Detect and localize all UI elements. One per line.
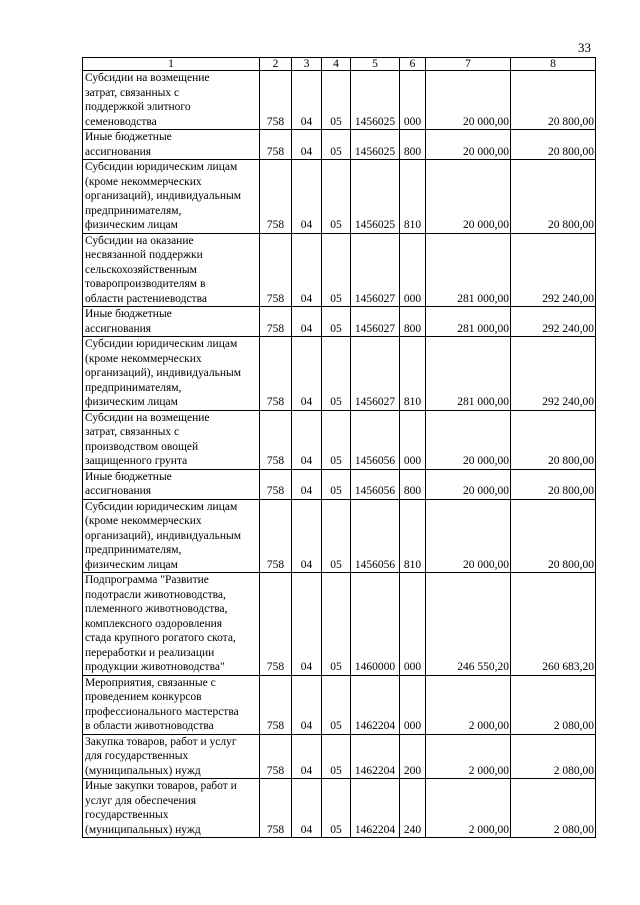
subsection-code: 05	[322, 337, 351, 411]
target-article-code: 1460000	[351, 573, 400, 676]
header-cell: 5	[351, 58, 400, 71]
expense-type-code: 200	[400, 734, 426, 779]
subsection-code: 05	[322, 233, 351, 307]
target-article-code: 1456027	[351, 233, 400, 307]
table-row	[83, 734, 596, 779]
section-code: 04	[292, 337, 322, 411]
amount-year-1: 20 000,00	[426, 499, 511, 573]
amount-year-2: 292 240,00	[511, 307, 596, 337]
ministry-code: 758	[260, 675, 292, 734]
table-row	[83, 469, 596, 499]
target-article-code: 1462204	[351, 675, 400, 734]
ministry-code: 758	[260, 307, 292, 337]
target-article-code: 1456025	[351, 160, 400, 234]
ministry-code: 758	[260, 233, 292, 307]
item-description: Субсидии на возмещение затрат, связанных с поддержкой элитного семеноводства	[83, 71, 260, 130]
expense-type-code: 810	[400, 499, 426, 573]
expense-type-code: 000	[400, 675, 426, 734]
amount-year-2: 2 080,00	[511, 779, 596, 838]
amount-year-1: 20 000,00	[426, 130, 511, 160]
amount-year-1: 2 000,00	[426, 675, 511, 734]
target-article-code: 1456027	[351, 337, 400, 411]
expense-type-code: 800	[400, 469, 426, 499]
amount-year-2: 2 080,00	[511, 675, 596, 734]
amount-year-1: 281 000,00	[426, 233, 511, 307]
header-cell: 8	[511, 58, 596, 71]
header-cell: 1	[83, 58, 260, 71]
table-row	[83, 337, 596, 411]
subsection-code: 05	[322, 307, 351, 337]
ministry-code: 758	[260, 71, 292, 130]
amount-year-2: 292 240,00	[511, 337, 596, 411]
expense-type-code: 800	[400, 307, 426, 337]
table-row	[83, 130, 596, 160]
subsection-code: 05	[322, 160, 351, 234]
header-cell: 4	[322, 58, 351, 71]
section-code: 04	[292, 410, 322, 469]
ministry-code: 758	[260, 499, 292, 573]
expense-type-code: 000	[400, 410, 426, 469]
subsection-code: 05	[322, 469, 351, 499]
expense-type-code: 000	[400, 71, 426, 130]
table-row	[83, 779, 596, 838]
subsection-code: 05	[322, 675, 351, 734]
item-description: Подпрограмма "Развитие подотрасли животноводства, племенного животноводства, комплексного оздоровления стада крупного рогатого скота, переработки и реализации продукции животноводства"	[83, 573, 260, 676]
table-row	[83, 573, 596, 676]
page-number: 33	[578, 40, 591, 55]
item-description: Субсидии юридическим лицам (кроме некоммерческих организаций), индивидуальным предпринимателям, физическим лицам	[83, 160, 260, 234]
item-description: Иные бюджетные ассигнования	[83, 469, 260, 499]
item-description: Иные закупки товаров, работ и услуг для обеспечения государственных (муниципальных) нужд	[83, 779, 260, 838]
ministry-code: 758	[260, 130, 292, 160]
subsection-code: 05	[322, 130, 351, 160]
expense-type-code: 000	[400, 233, 426, 307]
ministry-code: 758	[260, 573, 292, 676]
amount-year-1: 281 000,00	[426, 337, 511, 411]
budget-table	[82, 57, 596, 838]
expense-type-code: 800	[400, 130, 426, 160]
amount-year-2: 20 800,00	[511, 160, 596, 234]
item-description: Иные бюджетные ассигнования	[83, 130, 260, 160]
target-article-code: 1462204	[351, 734, 400, 779]
header-cell: 7	[426, 58, 511, 71]
amount-year-2: 20 800,00	[511, 130, 596, 160]
target-article-code: 1456056	[351, 410, 400, 469]
item-description: Иные бюджетные ассигнования	[83, 307, 260, 337]
ministry-code: 758	[260, 160, 292, 234]
ministry-code: 758	[260, 410, 292, 469]
section-code: 04	[292, 779, 322, 838]
section-code: 04	[292, 469, 322, 499]
amount-year-1: 20 000,00	[426, 160, 511, 234]
target-article-code: 1456056	[351, 499, 400, 573]
target-article-code: 1456025	[351, 130, 400, 160]
item-description: Субсидии юридическим лицам (кроме некоммерческих организаций), индивидуальным предпринимателям, физическим лицам	[83, 337, 260, 411]
target-article-code: 1456056	[351, 469, 400, 499]
amount-year-2: 2 080,00	[511, 734, 596, 779]
amount-year-2: 20 800,00	[511, 410, 596, 469]
section-code: 04	[292, 573, 322, 676]
ministry-code: 758	[260, 734, 292, 779]
expense-type-code: 810	[400, 337, 426, 411]
amount-year-2: 20 800,00	[511, 469, 596, 499]
header-cell: 3	[292, 58, 322, 71]
section-code: 04	[292, 499, 322, 573]
header-row	[83, 58, 596, 71]
section-code: 04	[292, 734, 322, 779]
amount-year-1: 20 000,00	[426, 469, 511, 499]
item-description: Закупка товаров, работ и услуг для государственных (муниципальных) нужд	[83, 734, 260, 779]
section-code: 04	[292, 160, 322, 234]
subsection-code: 05	[322, 573, 351, 676]
target-article-code: 1456027	[351, 307, 400, 337]
amount-year-2: 292 240,00	[511, 233, 596, 307]
table-row	[83, 307, 596, 337]
table-row	[83, 675, 596, 734]
amount-year-1: 2 000,00	[426, 734, 511, 779]
item-description: Субсидии на возмещение затрат, связанных с производством овощей защищенного грунта	[83, 410, 260, 469]
expense-type-code: 240	[400, 779, 426, 838]
item-description: Субсидии на оказание несвязанной поддержки сельскохозяйственным товаропроизводителям в области растениеводства	[83, 233, 260, 307]
table-row	[83, 499, 596, 573]
ministry-code: 758	[260, 469, 292, 499]
section-code: 04	[292, 675, 322, 734]
target-article-code: 1462204	[351, 779, 400, 838]
expense-type-code: 810	[400, 160, 426, 234]
target-article-code: 1456025	[351, 71, 400, 130]
amount-year-2: 260 683,20	[511, 573, 596, 676]
amount-year-1: 20 000,00	[426, 71, 511, 130]
item-description: Субсидии юридическим лицам (кроме некоммерческих организаций), индивидуальным предпринимателям, физическим лицам	[83, 499, 260, 573]
subsection-code: 05	[322, 734, 351, 779]
subsection-code: 05	[322, 410, 351, 469]
amount-year-1: 20 000,00	[426, 410, 511, 469]
subsection-code: 05	[322, 779, 351, 838]
amount-year-1: 2 000,00	[426, 779, 511, 838]
section-code: 04	[292, 307, 322, 337]
amount-year-2: 20 800,00	[511, 499, 596, 573]
header-cell: 2	[260, 58, 292, 71]
subsection-code: 05	[322, 71, 351, 130]
amount-year-2: 20 800,00	[511, 71, 596, 130]
table-row	[83, 71, 596, 130]
subsection-code: 05	[322, 499, 351, 573]
amount-year-1: 281 000,00	[426, 307, 511, 337]
ministry-code: 758	[260, 779, 292, 838]
table-row	[83, 160, 596, 234]
amount-year-1: 246 550,20	[426, 573, 511, 676]
section-code: 04	[292, 71, 322, 130]
table-row	[83, 233, 596, 307]
expense-type-code: 000	[400, 573, 426, 676]
section-code: 04	[292, 233, 322, 307]
header-cell: 6	[400, 58, 426, 71]
table-row	[83, 410, 596, 469]
section-code: 04	[292, 130, 322, 160]
ministry-code: 758	[260, 337, 292, 411]
item-description: Мероприятия, связанные с проведением конкурсов профессионального мастерства в области животноводства	[83, 675, 260, 734]
